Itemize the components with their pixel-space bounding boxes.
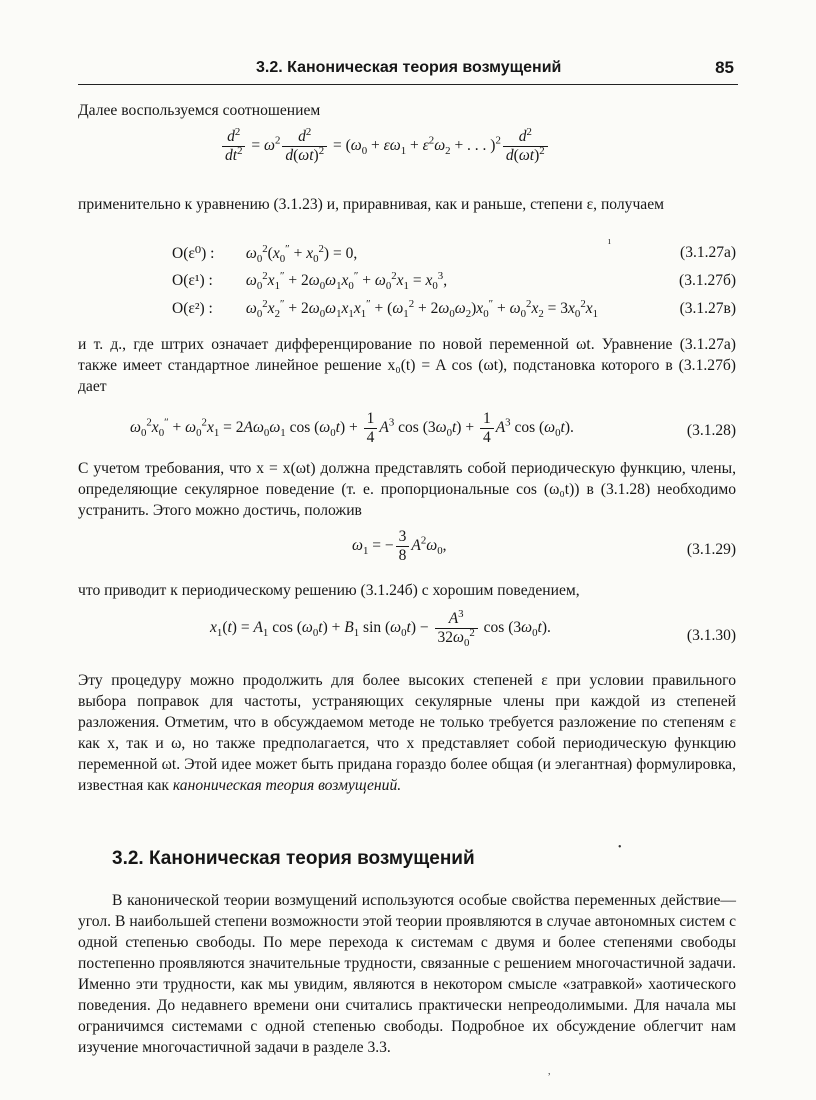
paragraph-procedure-text: Эту процедуру можно продолжить для более высоких степеней ε при условии правильного выбора поправок для частоты, устраняющих секулярные члены при каждой из степеней разложения. Отметим, что в обсуждаемом методе не только требуется разложение по степеням ε как x, так и ω, но также предполагается, что x представляет собой периодическую функцию переменной ωt. Этой идее может быть придана гораздо более общая (и элегантная) формулировка, известная как: [78, 672, 736, 794]
scan-mark: ı: [608, 236, 611, 247]
paragraph-prime-meaning: и т. д., где штрих означает дифференцирование по новой переменной ωt. Уравнение (3.1.27а) также имеет стандартное линейное решение x₀(t) = A cos (ωt), подстановка которого в (3.1.27б) дает: [78, 336, 736, 395]
paragraph-leads-to: что приводит к периодическому решению (3.1.24б) с хорошим поведением,: [78, 582, 580, 599]
equation-3-1-28: $\omega_0^2x_0'' + \omega_0^2x_1 = 2A\omega_0\omega_1$ $\cos (\omega_0t)$ + $\frac{1}{4}$ $A^3$ $\cos (3\omega_0t)$ + $\frac{1}{4}$ $A^3$ $\cos (\omega_0t)$.: [130, 410, 574, 446]
equation-number-29: (3.1.29): [686, 541, 736, 558]
equation-order-2: O(ε²) : $\omega_0^2x_2'' + 2\omega_0\omega_1x_1x_1'' + (\omega_1^2 + 2\omega_0\omega_2)x_0'' + \omega_0^2x_2 = 3x_0^2x_1$: [172, 297, 599, 321]
order-label-0: O(ε⁰) :: [172, 245, 215, 262]
scan-mark: ,: [548, 1066, 551, 1077]
running-header: [78, 58, 738, 85]
running-title: 3.2. Каноническая теория возмущений: [256, 59, 562, 76]
scan-mark: •: [618, 842, 622, 853]
paragraph-canonical-theory: В канонической теории возмущений используются особые свойства переменных действие—угол. В наибольшей степени возможности этой теории проявляются в случае автономных систем с одной степенью свободы. По мере перехода к системам с двумя и более степенями свободы постепенно проявляются значительные трудности, связанные с решением многочастичной задачи. Именно эти трудности, как мы увидим, являются в некотором смысле «затравкой» хаотического поведения. До недавнего времени они считались практически непреодолимыми. Для начала мы ограничимся системами с одной степенью свободы. Подробное их обсуждение облегчит нам изучение многочастичной задачи в разделе 3.3.: [78, 892, 736, 1056]
paragraph-periodic-requirement: С учетом требования, что x = x(ωt) должна представлять собой периодическую функцию, члены, определяющие секулярное поведение (т. е. пропорциональные cos (ω₀t)) в (3.1.28) необходимо устранить. Этого можно достичь, положив: [78, 460, 736, 519]
order-label-2: O(ε²) :: [172, 300, 213, 317]
page-number: 85: [715, 58, 734, 77]
section-heading: 3.2. Каноническая теория возмущений: [112, 848, 475, 869]
equation-number-27a: (3.1.27а): [680, 244, 736, 261]
equation-order-1: O(ε¹) : $\omega_0^2x_1'' + 2\omega_0\omega_1x_0'' + \omega_0^2x_1 = x_0^3$,: [172, 269, 448, 293]
equation-number-27b: (3.1.27б): [679, 272, 736, 289]
paragraph-procedure: [78, 670, 736, 796]
equation-3-1-30: $x_1(t) = A_1$ $\cos (\omega_0t) + B_1$ $\sin (\omega_0t)$ − $\frac{A^3}{32\omega_0^2}$ $\cos (3\omega_0t)$.: [210, 607, 551, 649]
equation-3-1-29: $\omega_1$ = − $\frac{3}{8}$ $A^2\omega_0$,: [352, 528, 447, 564]
paragraph-procedure-italic: каноническая теория возмущений.: [172, 777, 402, 794]
equation-number-30: (3.1.30): [686, 627, 736, 644]
paragraph-applying: применительно к уравнению (3.1.23) и, приравнивая, как и раньше, степени ε, получаем: [78, 196, 665, 213]
equation-number-27c: (3.1.27в): [679, 300, 736, 317]
order-label-1: O(ε¹) :: [172, 272, 213, 289]
equation-order-0: O(ε⁰) : $\omega_0^2(x_0'' + x_0^2) = 0$,: [172, 242, 358, 266]
equation-operator-relation: $\frac{d^2}{dt^2}$ = $\omega^2$ $\frac{d^2}{d(\omega t)^2}$ = ($\omega_0 + \varepsilon\omega_1 + \varepsilon^2\omega_2$ + . . . )$^2$ $\frac{d^2}{d(\omega t)^2}$: [220, 128, 550, 165]
paragraph-intro: Далее воспользуемся соотношением: [78, 102, 321, 119]
equation-number-28: (3.1.28): [686, 422, 736, 439]
